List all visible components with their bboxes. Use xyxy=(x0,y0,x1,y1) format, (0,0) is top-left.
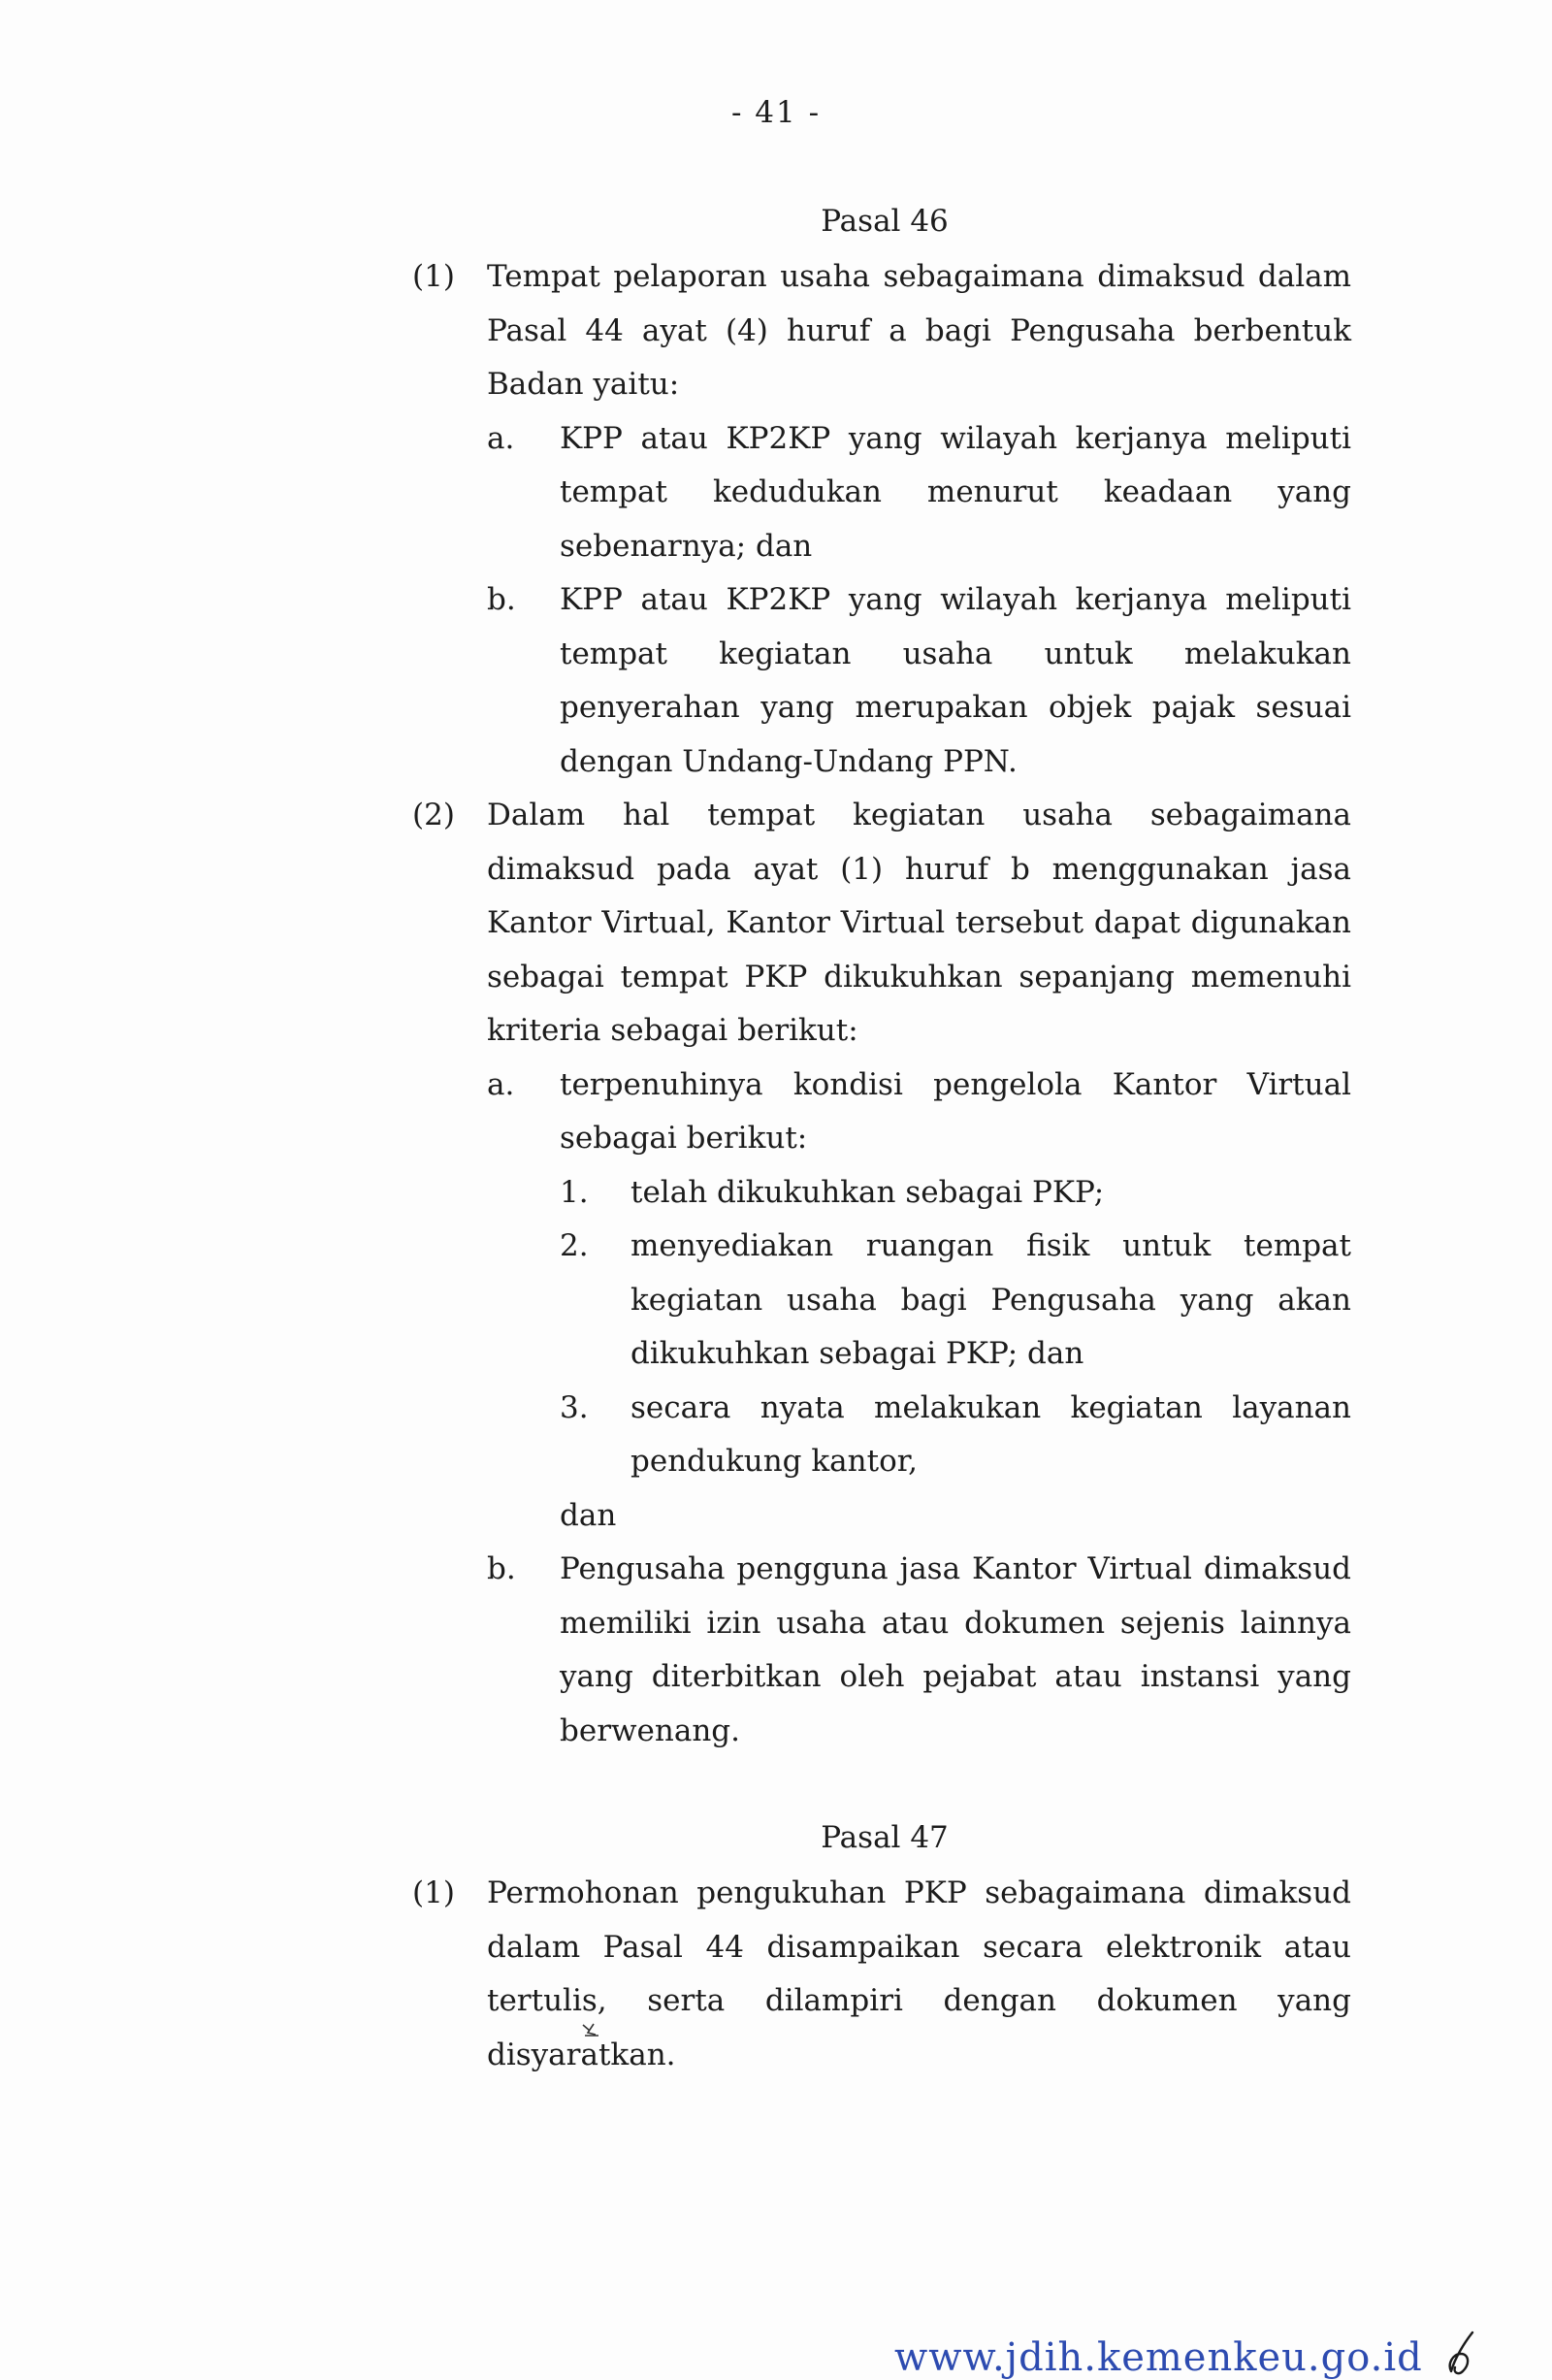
list-item-b xyxy=(0,573,1552,628)
page-number: - 41 - xyxy=(730,95,822,130)
list-item-line xyxy=(0,628,1552,682)
sub-item-1 xyxy=(0,1166,1552,1221)
list-item-line xyxy=(0,520,1552,574)
paragraph-line xyxy=(0,897,1552,951)
ayat-number: (2) xyxy=(412,798,455,832)
paragraph-line xyxy=(0,843,1552,897)
sub-item-text: secara nyata melakukan kegiatan layanan xyxy=(630,1389,1351,1425)
paragraph-text: disyaratkan. xyxy=(487,2037,676,2072)
handwritten-mark-icon xyxy=(580,2021,603,2038)
list-item-line xyxy=(0,1650,1552,1705)
paraf-signature-icon xyxy=(1443,2329,1482,2377)
paragraph-line xyxy=(0,358,1552,412)
sub-item-label: 3. xyxy=(560,1389,589,1425)
connector-line xyxy=(0,1489,1552,1544)
paragraph-line xyxy=(0,1867,1552,1921)
paragraph-text: Permohonan pengukuhan PKP sebagaimana dimaksud xyxy=(487,1875,1351,1910)
item-text: memiliki izin usaha atau dokumen sejenis lainnya xyxy=(560,1605,1351,1641)
paragraph-line xyxy=(0,250,1552,305)
connector-text: dan xyxy=(560,1497,617,1533)
sub-item-line xyxy=(0,1435,1552,1489)
paragraph-line xyxy=(0,2029,1552,2083)
sub-item-text: telah dikukuhkan sebagai PKP; xyxy=(630,1174,1105,1210)
item-label: a. xyxy=(487,1066,515,1102)
paragraph-text: dalam Pasal 44 disampaikan secara elektronik atau xyxy=(487,1929,1351,1965)
list-item-line xyxy=(0,466,1552,520)
ayat-number: (1) xyxy=(412,259,455,294)
list-item-b xyxy=(0,1543,1552,1597)
sub-item-text: pendukung kantor, xyxy=(630,1444,918,1479)
sub-item-text: dikukuhkan sebagai PKP; dan xyxy=(630,1336,1084,1371)
list-item-line xyxy=(0,1597,1552,1651)
item-text: dengan Undang-Undang PPN. xyxy=(560,743,1018,779)
paragraph-text: sebagai tempat PKP dikukuhkan sepanjang memenuhi xyxy=(487,959,1351,994)
paragraph-text: Dalam hal tempat kegiatan usaha sebagaimana xyxy=(487,798,1351,832)
pasal-47-heading: Pasal 47 xyxy=(821,1820,949,1855)
paragraph-text: Pasal 44 ayat (4) huruf a bagi Pengusaha berbentuk xyxy=(487,312,1351,348)
list-item-a xyxy=(0,1059,1552,1113)
pasal-46-ayat-2 xyxy=(0,789,1552,1758)
item-label: a. xyxy=(487,420,515,456)
paragraph-text: Kantor Virtual, Kantor Virtual tersebut dapat digunakan xyxy=(487,905,1351,940)
sub-item-text: menyediakan ruangan fisik untuk tempat xyxy=(630,1228,1351,1263)
list-item-line xyxy=(0,681,1552,735)
paragraph-text: dimaksud pada ayat (1) huruf b menggunakan jasa xyxy=(487,851,1351,887)
paragraph-line xyxy=(0,1974,1552,2029)
item-text: tempat kedudukan menurut keadaan yang xyxy=(560,474,1351,509)
sub-item-label: 1. xyxy=(560,1174,589,1210)
list-item-line xyxy=(0,1705,1552,1759)
paragraph-text: Tempat pelaporan usaha sebagaimana dimaksud dalam xyxy=(487,259,1351,294)
item-text: KPP atau KP2KP yang wilayah kerjanya meliputi xyxy=(560,582,1351,617)
item-text: yang diterbitkan oleh pejabat atau instansi yang xyxy=(560,1659,1351,1694)
item-text: sebenarnya; dan xyxy=(560,528,813,564)
paragraph-line xyxy=(0,1004,1552,1059)
sub-item-line xyxy=(0,1327,1552,1382)
pasal-46-heading: Pasal 46 xyxy=(821,204,949,239)
paragraph-text: tertulis, serta dilampiri dengan dokumen yang xyxy=(487,1983,1351,2018)
paragraph-text: kriteria sebagai berikut: xyxy=(487,1013,858,1048)
list-item-line xyxy=(0,1112,1552,1166)
item-text: berwenang. xyxy=(560,1712,740,1748)
list-item-line xyxy=(0,735,1552,790)
list-item-a xyxy=(0,412,1552,467)
item-text: tempat kegiatan usaha untuk melakukan xyxy=(560,636,1351,671)
paragraph-line xyxy=(0,305,1552,359)
paragraph-text: Badan yaitu: xyxy=(487,367,680,402)
item-label: b. xyxy=(487,1551,516,1586)
item-text: terpenuhinya kondisi pengelola Kantor Virtual xyxy=(560,1066,1351,1102)
item-text: sebagai berikut: xyxy=(560,1121,808,1156)
pasal-47-ayat-1 xyxy=(0,1867,1552,2082)
pasal-46-ayat-1 xyxy=(0,250,1552,789)
sub-item-label: 2. xyxy=(560,1228,589,1263)
ayat-number: (1) xyxy=(412,1875,455,1910)
sub-item-3 xyxy=(0,1382,1552,1436)
item-text: penyerahan yang merupakan objek pajak sesuai xyxy=(560,690,1351,725)
paragraph-line xyxy=(0,1921,1552,1975)
sub-item-text: kegiatan usaha bagi Pengusaha yang akan xyxy=(630,1282,1351,1318)
paragraph-line xyxy=(0,789,1552,843)
item-label: b. xyxy=(487,582,516,617)
sub-item-2 xyxy=(0,1220,1552,1274)
item-text: Pengusaha pengguna jasa Kantor Virtual dimaksud xyxy=(560,1551,1351,1586)
footer-website[interactable]: www.jdih.kemenkeu.go.id xyxy=(894,2335,1423,2380)
sub-item-line xyxy=(0,1274,1552,1328)
paragraph-line xyxy=(0,951,1552,1005)
item-text: KPP atau KP2KP yang wilayah kerjanya meliputi xyxy=(560,420,1351,456)
